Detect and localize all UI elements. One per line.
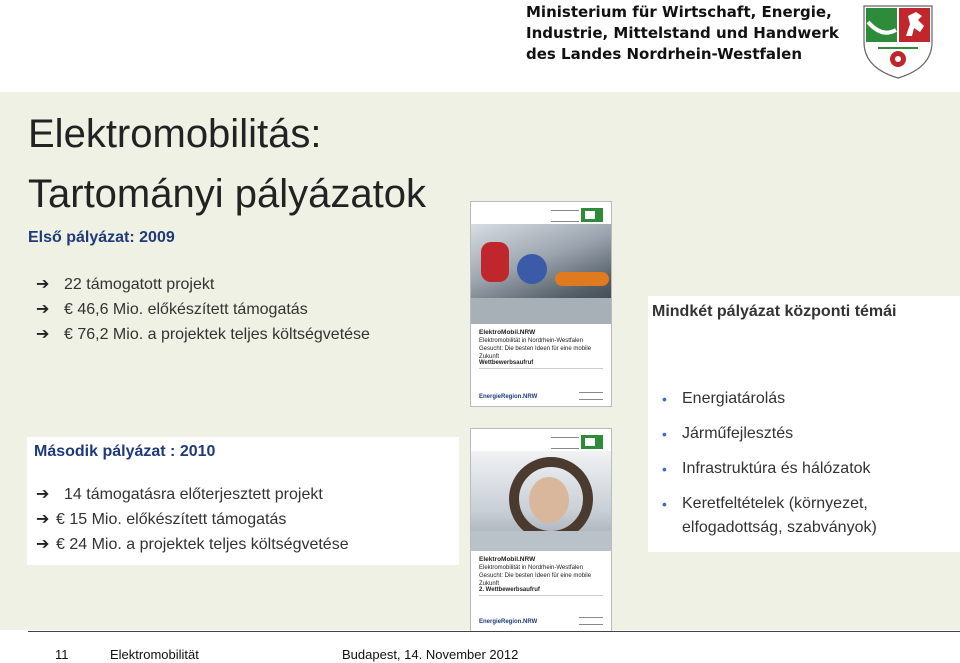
themes-list [662,387,960,551]
cover-line-1: Elektromobilität in Nordrhein-Westfalen [479,565,583,571]
cover-ministry-lines [551,210,579,222]
list-item: • Keretfeltételek (környezet, elfogadottság, szabványok) [662,492,960,540]
arrow-right-icon: ➔ [36,509,50,528]
slide-title [28,104,426,224]
cover-label: Wettbewerbsaufruf [479,360,534,366]
cover-line-2: Gesucht: Die besten Ideen für eine mobile Zukunft [479,573,592,587]
footer-divider [28,631,960,632]
list-item: • Energiatárolás [662,387,960,411]
cover-brand: EnergieRegion.NRW [479,619,538,625]
cover-text [479,556,605,588]
cover-label: 2. Wettbewerbsaufruf [479,587,540,593]
list-item: ➔ € 46,6 Mio. előkészített támogatás [36,296,370,321]
ministry-line-2: Industrie, Mittelstand und Handwerk [526,24,839,42]
nrw-logo-icon [581,435,603,449]
first-call-heading: Első pályázat: 2009 [28,229,175,246]
slide-title-line-2: Tartományi pályázatok [28,172,426,216]
brochure-cover-2010 [470,428,612,632]
arrow-right-icon: ➔ [36,274,50,293]
footer-place-date: Budapest, 14. November 2012 [342,647,519,662]
cover-title: ElektroMobil.NRW [479,329,536,336]
cover-line-1: Elektromobilität in Nordrhein-Westfalen [479,338,583,344]
list-item: • Infrastruktúra és hálózatok [662,457,960,481]
ministry-line-1: Ministerium für Wirtschaft, Energie, [526,3,832,21]
cover-ministry-lines [551,437,579,449]
ministry-name [526,2,846,65]
cover-footer-lines [579,392,603,400]
arrow-right-icon: ➔ [36,534,50,553]
cover-brand: EnergieRegion.NRW [479,394,538,400]
nrw-logo-icon [581,208,603,222]
slide-title-line-1: Elektromobilitás: [28,112,322,156]
list-item: ➔ 22 támogatott projekt [36,271,370,296]
list-item: • Járműfejlesztés [662,422,960,446]
list-item: ➔ € 15 Mio. előkészített támogatás [36,506,349,531]
cover-photo-engineer-wheel [471,451,611,551]
cover-divider [479,368,603,369]
brochure-cover-2009 [470,201,612,407]
list-item: ➔ € 76,2 Mio. a projektek teljes költségvetése [36,321,370,346]
arrow-right-icon: ➔ [36,299,50,318]
list-item: ➔ € 24 Mio. a projektek teljes költségvetése [36,531,349,556]
arrow-right-icon: ➔ [36,324,50,343]
themes-heading: Mindkét pályázat központi témái [652,303,897,320]
footer-topic: Elektromobilität [110,647,199,662]
first-call-list [36,271,370,346]
arrow-right-icon: ➔ [36,484,50,503]
cover-divider [479,595,603,596]
cover-footer-lines [579,617,603,625]
ministry-line-3: des Landes Nordrhein-Westfalen [526,45,803,63]
cover-line-2: Gesucht: Die besten Ideen für eine mobile Zukunft [479,346,592,360]
page-number: 11 [55,647,69,662]
cover-photo-charging-plug [471,224,611,324]
nrw-coat-of-arms-icon [858,2,938,80]
second-call-list [36,481,349,556]
second-call-heading: Második pályázat : 2010 [34,443,216,460]
cover-title: ElektroMobil.NRW [479,556,536,563]
list-item: ➔ 14 támogatásra előterjesztett projekt [36,481,349,506]
cover-text [479,329,605,361]
